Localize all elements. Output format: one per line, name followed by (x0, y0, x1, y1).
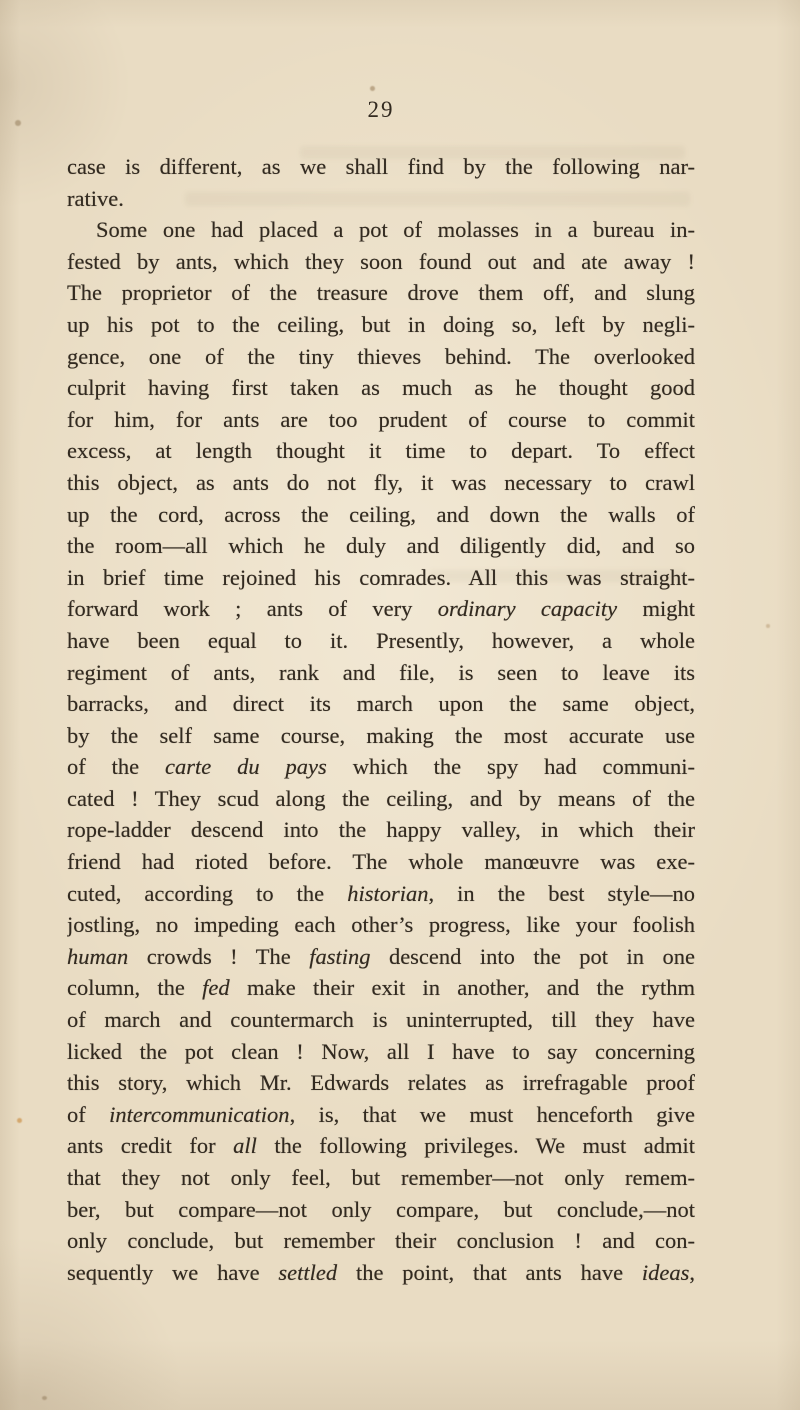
body-text: descend into the pot in one (370, 943, 695, 969)
body-text: rope-ladder descend into the happy valley, in which their (67, 817, 695, 843)
text-line (67, 435, 695, 467)
body-text: in brief time rejoined his comrades. All this was straight- (67, 564, 695, 590)
body-text: , in the best style—no (428, 880, 695, 906)
text-line (67, 309, 695, 341)
body-text: culprit having first taken as much as he thought good (67, 375, 695, 401)
body-text: of (67, 1101, 110, 1127)
text-line (67, 151, 695, 183)
body-text: barracks, and direct its march upon the same object, (67, 691, 695, 717)
text-line (67, 1067, 695, 1099)
paper-speck (17, 1118, 22, 1123)
text-line (67, 1162, 695, 1194)
text-line (67, 467, 695, 499)
italic-text: settled (278, 1259, 338, 1285)
text-line (67, 341, 695, 373)
body-text: Some one had placed a pot of molasses in a bureau in- (96, 217, 695, 243)
body-text: this object, as ants do not fly, it was necessary to crawl (67, 469, 695, 495)
body-text: cuted, according to the (67, 880, 348, 906)
body-text: of march and countermarch is uninterrupted, till they have (67, 1007, 695, 1033)
body-text: excess, at length thought it time to depart. To effect (67, 438, 695, 464)
text-line (67, 1130, 695, 1162)
body-text: of the (67, 754, 166, 780)
body-text: might (617, 596, 695, 622)
text-line (67, 1257, 695, 1289)
body-text: for him, for ants are too prudent of course to commit (67, 406, 695, 432)
body-text: have been equal to it. Presently, however, a whole (67, 627, 695, 653)
paper-speck (42, 1396, 47, 1400)
body-text: forward work ; ants of very (67, 596, 438, 622)
text-line (67, 941, 695, 973)
text-line (67, 499, 695, 531)
italic-text: carte du pays (165, 754, 327, 780)
page-number: 29 (367, 97, 395, 122)
text-line (67, 1225, 695, 1257)
body-text: licked the pot clean ! Now, all I have to say concerning (67, 1038, 695, 1064)
body-text: crowds ! The (128, 943, 310, 969)
body-text: case is different, as we shall find by the following nar- (67, 154, 695, 179)
body-text: make their exit in another, and the rythm (229, 975, 695, 1001)
body-text: the room—all which he duly and diligently did, and so (67, 533, 695, 559)
body-text: regiment of ants, rank and file, is seen to leave its (67, 659, 695, 685)
body-text: ber, but compare—not only compare, but conclude,—not (67, 1196, 695, 1222)
body-text: The proprietor of the treasure drove them off, and slung (67, 280, 695, 306)
text-line (67, 1194, 695, 1226)
paper-speck (766, 624, 770, 628)
italic-text: all (233, 1133, 257, 1159)
text-line (67, 878, 695, 910)
text-line (67, 593, 695, 625)
text-line (67, 214, 695, 246)
text-line (67, 530, 695, 562)
body-text: cated ! They scud along the ceiling, and by means of the (67, 785, 695, 811)
paper-speck (370, 86, 375, 91)
text-line (67, 246, 695, 278)
text-block (67, 151, 695, 1288)
text-line (67, 1004, 695, 1036)
italic-text: ideas (641, 1259, 690, 1285)
body-text: by the self same course, making the most accurate use (67, 722, 695, 748)
body-text: jostling, no impeding each other’s progress, like your foolish (67, 912, 695, 938)
body-text: which the spy had communi- (326, 754, 695, 780)
text-line (67, 783, 695, 815)
text-line (67, 372, 695, 404)
text-line (67, 751, 695, 783)
body-text: column, the (67, 975, 203, 1001)
body-text: sequently we have (67, 1259, 279, 1285)
text-line (67, 1036, 695, 1068)
text-line (67, 277, 695, 309)
italic-text: fed (202, 975, 230, 1001)
body-text: that they not only feel, but remember—not only remem- (67, 1165, 695, 1190)
body-text: , is, that we must henceforth give (289, 1101, 695, 1127)
text-line (67, 688, 695, 720)
italic-text: historian (347, 880, 429, 906)
text-line (67, 972, 695, 1004)
text-line (67, 909, 695, 941)
text-line (67, 657, 695, 689)
body-text: ants credit for (67, 1133, 234, 1159)
paper-speck (15, 120, 21, 126)
body-text: this story, which Mr. Edwards relates as irrefragable proof (67, 1070, 695, 1096)
body-text: , (689, 1259, 695, 1285)
body-text: only conclude, but remember their conclusion ! and con- (67, 1228, 695, 1254)
text-line (67, 562, 695, 594)
text-line (67, 404, 695, 436)
body-text: rative. (67, 185, 124, 211)
body-text: up his pot to the ceiling, but in doing so, left by negli- (67, 311, 695, 337)
text-line (67, 1099, 695, 1131)
body-text: up the cord, across the ceiling, and down the walls of (67, 501, 695, 527)
italic-text: fasting (309, 943, 371, 969)
italic-text: intercommunication (109, 1101, 290, 1127)
text-line (67, 183, 695, 215)
text-line (67, 814, 695, 846)
body-text: the following privileges. We must admit (256, 1133, 695, 1159)
italic-text: human (67, 943, 129, 969)
text-line (67, 846, 695, 878)
italic-text: ordinary capacity (437, 596, 618, 622)
body-text: gence, one of the tiny thieves behind. The overlooked (67, 343, 695, 369)
text-line (67, 625, 695, 657)
body-text: the point, that ants have (337, 1259, 642, 1285)
body-text: friend had rioted before. The whole manœuvre was exe- (67, 849, 695, 875)
body-text: fested by ants, which they soon found out and ate away ! (67, 248, 695, 274)
text-line (67, 720, 695, 752)
